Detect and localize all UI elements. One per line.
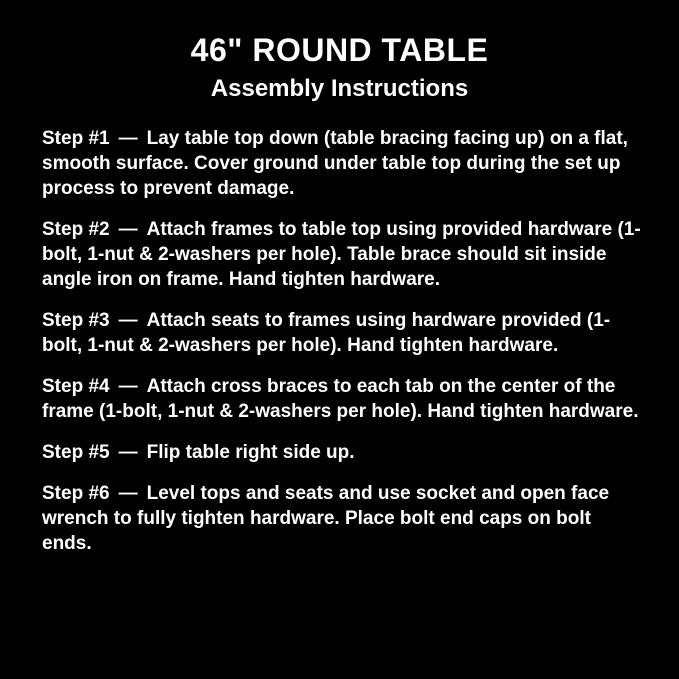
step-3 bbox=[42, 308, 645, 358]
step-4-separator: — bbox=[118, 376, 138, 398]
step-6 bbox=[42, 481, 645, 556]
step-4 bbox=[42, 374, 645, 424]
steps-list bbox=[0, 126, 679, 556]
step-4-text: Attach cross braces to each tab on the center of the frame (1-bolt, 1-nut & 2-washers per hole). Hand tighten hardware. bbox=[42, 376, 639, 423]
step-4-label: Step #4 bbox=[42, 376, 110, 398]
poster-title: 46" ROUND TABLE bbox=[190, 32, 489, 68]
step-6-text: Level tops and seats and use socket and open face wrench to fully tighten hardware. Place bolt end caps on bolt ends. bbox=[42, 483, 610, 555]
step-1 bbox=[42, 126, 645, 201]
step-3-separator: — bbox=[118, 310, 138, 332]
step-1-label: Step #1 bbox=[42, 128, 110, 150]
step-2 bbox=[42, 217, 645, 292]
step-5-separator: — bbox=[118, 442, 138, 464]
step-5 bbox=[42, 440, 645, 465]
step-3-text: Attach seats to frames using hardware provided (1-bolt, 1-nut & 2-washers per hole). Hand tighten hardware. bbox=[42, 310, 611, 357]
step-1-separator: — bbox=[118, 128, 138, 150]
step-5-label: Step #5 bbox=[42, 442, 110, 464]
step-2-label: Step #2 bbox=[42, 219, 110, 241]
step-1-text: Lay table top down (table bracing facing up) on a flat, smooth surface. Cover ground under table top during the set up process to prevent damage. bbox=[42, 128, 628, 200]
step-5-text: Flip table right side up. bbox=[146, 442, 355, 464]
poster-subtitle: Assembly Instructions bbox=[210, 74, 469, 102]
step-2-separator: — bbox=[118, 219, 138, 241]
step-3-label: Step #3 bbox=[42, 310, 110, 332]
step-2-text: Attach frames to table top using provided hardware (1-bolt, 1-nut & 2-washers per hole). Table brace should sit inside angle iron on frame. Hand tighten hardware. bbox=[42, 219, 641, 291]
step-6-separator: — bbox=[118, 483, 138, 505]
step-6-label: Step #6 bbox=[42, 483, 110, 505]
